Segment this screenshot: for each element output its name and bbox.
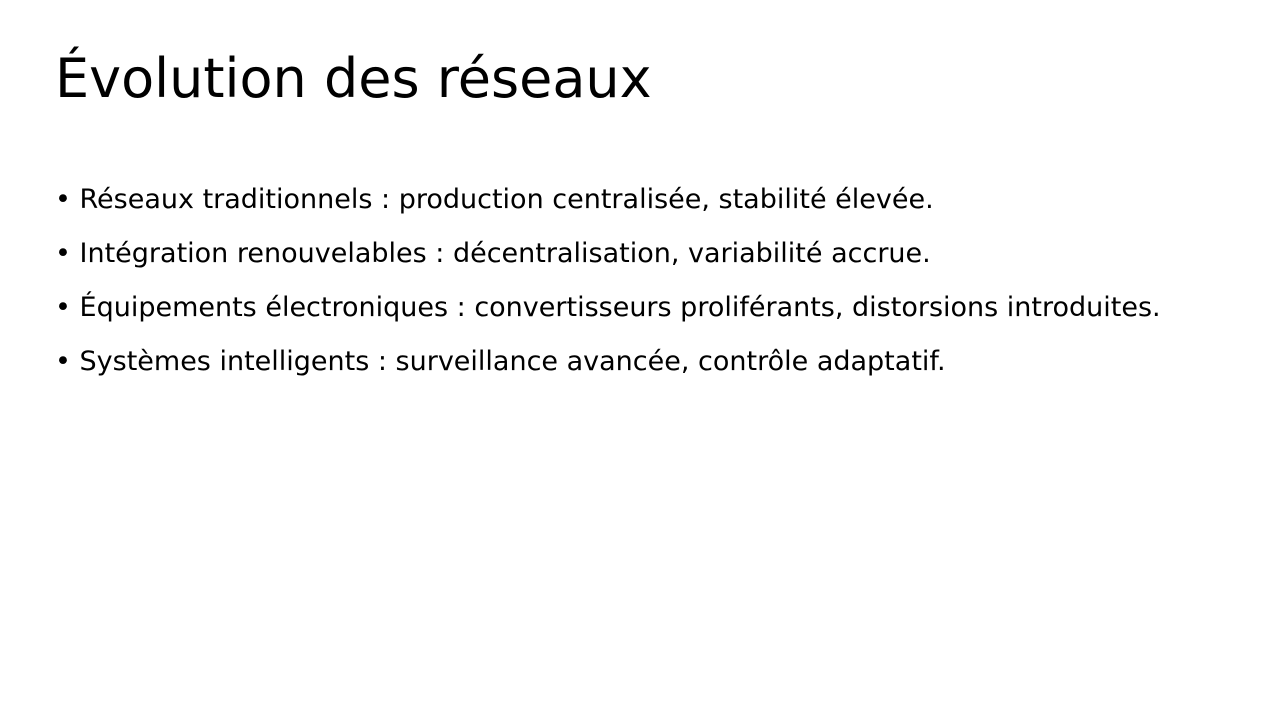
list-item: • Intégration renouvelables : décentralisation, variabilité accrue. [55,238,931,270]
list-item: • Réseaux traditionnels : production centralisée, stabilité élevée. [55,184,934,215]
bullet-list [55,182,1215,379]
list-item: • Systèmes intelligents : surveillance avancée, contrôle adaptatif. [55,346,946,378]
list-item: • Équipements électroniques : convertisseurs proliférants, distorsions introduites. [55,292,1161,324]
page-title: Évolution des réseaux [55,47,652,110]
